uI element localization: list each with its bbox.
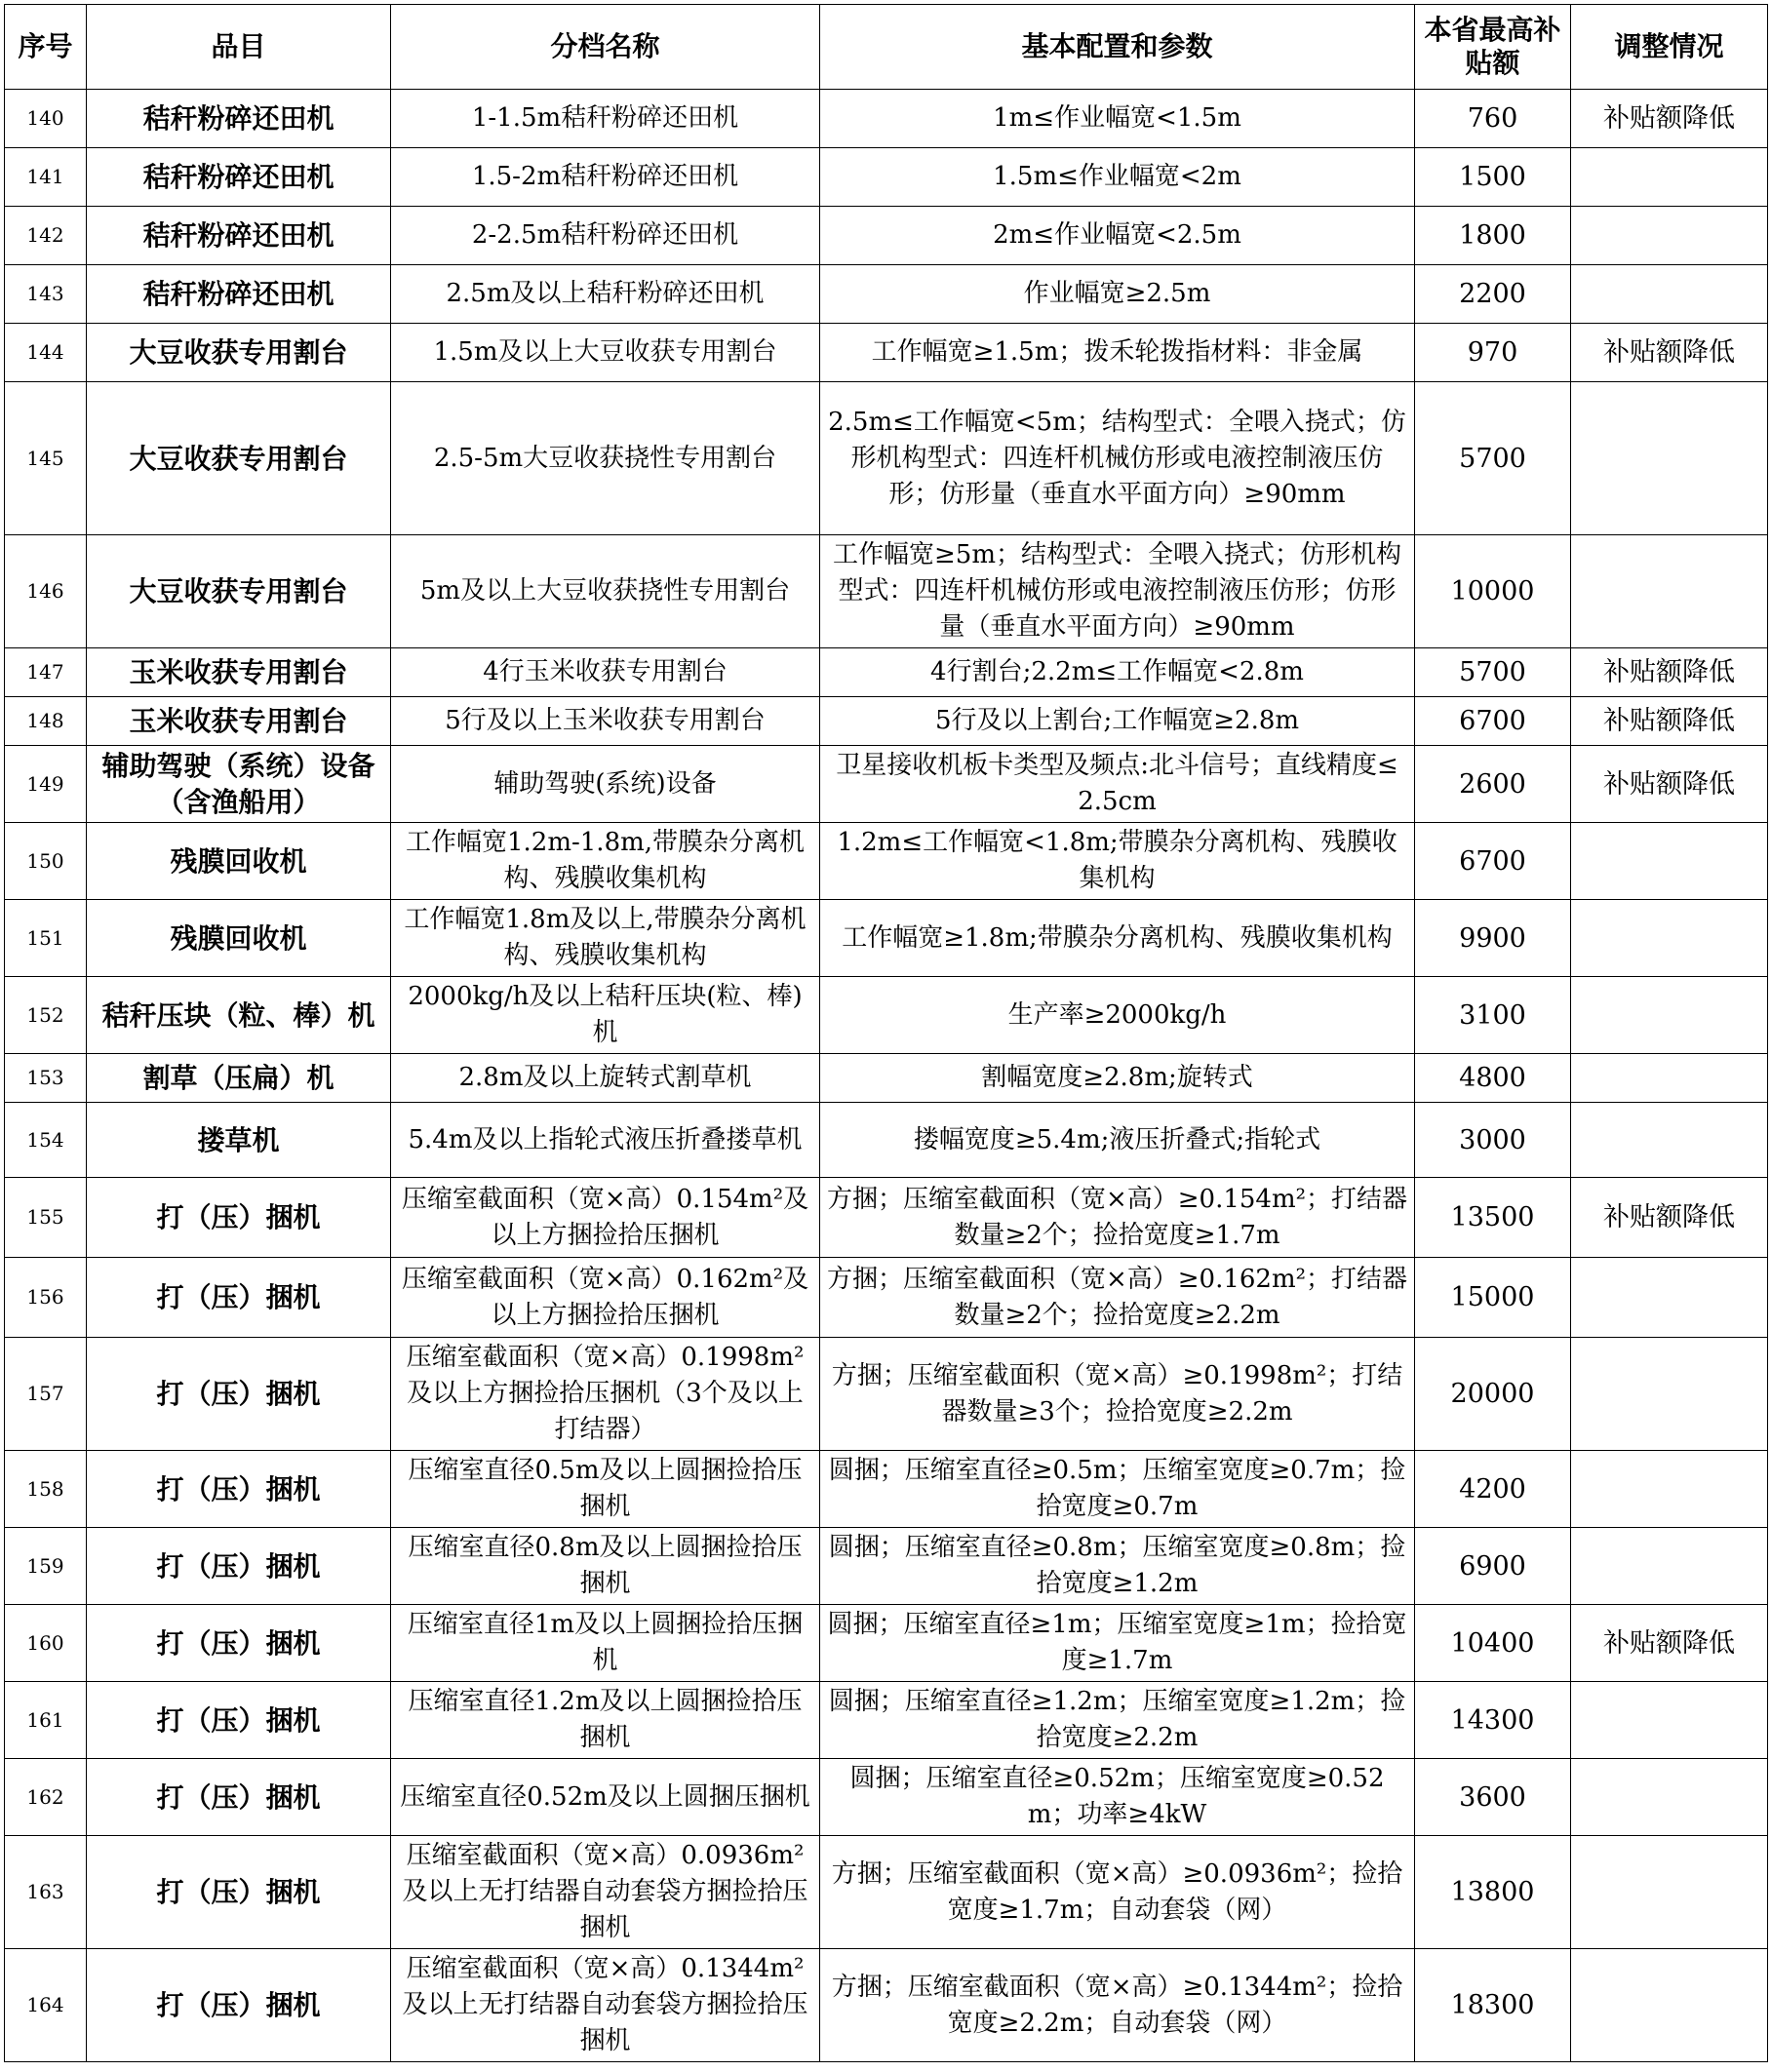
cell-subsidy: 9900 bbox=[1415, 900, 1571, 977]
cell-tier: 4行玉米收获专用割台 bbox=[391, 648, 820, 697]
table-row bbox=[5, 648, 1768, 697]
cell-item: 打（压）捆机 bbox=[87, 1451, 391, 1528]
cell-tier: 压缩室截面积（宽×高）0.1344m²及以上无打结器自动套袋方捆捡拾压捆机 bbox=[391, 1949, 820, 2062]
cell-note: 补贴额降低 bbox=[1571, 1605, 1768, 1682]
header-note: 调整情况 bbox=[1571, 5, 1768, 90]
cell-note: 补贴额降低 bbox=[1571, 697, 1768, 746]
cell-seq: 161 bbox=[5, 1682, 87, 1759]
cell-subsidy: 18300 bbox=[1415, 1949, 1571, 2062]
cell-item: 打（压）捆机 bbox=[87, 1338, 391, 1451]
cell-config: 1m≤作业幅宽<1.5m bbox=[820, 90, 1415, 148]
cell-tier: 5行及以上玉米收获专用割台 bbox=[391, 697, 820, 746]
table-row bbox=[5, 1682, 1768, 1759]
cell-note bbox=[1571, 148, 1768, 207]
cell-note bbox=[1571, 977, 1768, 1054]
cell-subsidy: 3100 bbox=[1415, 977, 1571, 1054]
cell-subsidy: 6700 bbox=[1415, 823, 1571, 900]
cell-subsidy: 4800 bbox=[1415, 1054, 1571, 1103]
cell-note bbox=[1571, 1451, 1768, 1528]
cell-note bbox=[1571, 265, 1768, 324]
header-tier: 分档名称 bbox=[391, 5, 820, 90]
table-row bbox=[5, 697, 1768, 746]
cell-subsidy: 13500 bbox=[1415, 1178, 1571, 1258]
cell-tier: 1-1.5m秸秆粉碎还田机 bbox=[391, 90, 820, 148]
cell-seq: 152 bbox=[5, 977, 87, 1054]
header-subsidy: 本省最高补贴额 bbox=[1415, 5, 1571, 90]
cell-item: 秸秆粉碎还田机 bbox=[87, 90, 391, 148]
cell-note bbox=[1571, 1338, 1768, 1451]
cell-item: 打（压）捆机 bbox=[87, 1682, 391, 1759]
table-row bbox=[5, 148, 1768, 207]
cell-seq: 142 bbox=[5, 207, 87, 265]
table-row bbox=[5, 1451, 1768, 1528]
table-row bbox=[5, 1759, 1768, 1836]
cell-item: 秸秆粉碎还田机 bbox=[87, 148, 391, 207]
cell-seq: 160 bbox=[5, 1605, 87, 1682]
cell-seq: 156 bbox=[5, 1258, 87, 1338]
cell-seq: 162 bbox=[5, 1759, 87, 1836]
cell-config: 圆捆；压缩室直径≥0.8m；压缩室宽度≥0.8m；捡拾宽度≥1.2m bbox=[820, 1528, 1415, 1605]
cell-item: 割草（压扁）机 bbox=[87, 1054, 391, 1103]
cell-note bbox=[1571, 1054, 1768, 1103]
table-row bbox=[5, 1103, 1768, 1178]
cell-note: 补贴额降低 bbox=[1571, 90, 1768, 148]
cell-seq: 158 bbox=[5, 1451, 87, 1528]
cell-subsidy: 760 bbox=[1415, 90, 1571, 148]
cell-item: 辅助驾驶（系统）设备（含渔船用） bbox=[87, 746, 391, 823]
table-row bbox=[5, 1054, 1768, 1103]
cell-subsidy: 970 bbox=[1415, 324, 1571, 382]
cell-note bbox=[1571, 1836, 1768, 1949]
cell-tier: 2.8m及以上旋转式割草机 bbox=[391, 1054, 820, 1103]
cell-item: 秸秆粉碎还田机 bbox=[87, 265, 391, 324]
cell-subsidy: 13800 bbox=[1415, 1836, 1571, 1949]
cell-tier: 1.5-2m秸秆粉碎还田机 bbox=[391, 148, 820, 207]
cell-seq: 150 bbox=[5, 823, 87, 900]
cell-tier: 压缩室截面积（宽×高）0.0936m²及以上无打结器自动套袋方捆捡拾压捆机 bbox=[391, 1836, 820, 1949]
cell-subsidy: 1500 bbox=[1415, 148, 1571, 207]
cell-item: 残膜回收机 bbox=[87, 823, 391, 900]
cell-subsidy: 10400 bbox=[1415, 1605, 1571, 1682]
cell-item: 打（压）捆机 bbox=[87, 1178, 391, 1258]
cell-config: 卫星接收机板卡类型及频点:北斗信号；直线精度≤2.5cm bbox=[820, 746, 1415, 823]
cell-seq: 159 bbox=[5, 1528, 87, 1605]
cell-config: 搂幅宽度≥5.4m;液压折叠式;指轮式 bbox=[820, 1103, 1415, 1178]
cell-config: 方捆；压缩室截面积（宽×高）≥0.0936m²；捡拾宽度≥1.7m；自动套袋（网） bbox=[820, 1836, 1415, 1949]
table-row bbox=[5, 1605, 1768, 1682]
table-row bbox=[5, 900, 1768, 977]
cell-config: 圆捆；压缩室直径≥1m；压缩室宽度≥1m；捡拾宽度≥1.7m bbox=[820, 1605, 1415, 1682]
cell-config: 4行割台;2.2m≤工作幅宽<2.8m bbox=[820, 648, 1415, 697]
cell-note bbox=[1571, 1258, 1768, 1338]
cell-config: 5行及以上割台;工作幅宽≥2.8m bbox=[820, 697, 1415, 746]
subsidy-table bbox=[4, 4, 1768, 2062]
cell-config: 工作幅宽≥1.5m；拨禾轮拨指材料：非金属 bbox=[820, 324, 1415, 382]
cell-seq: 151 bbox=[5, 900, 87, 977]
cell-tier: 辅助驾驶(系统)设备 bbox=[391, 746, 820, 823]
cell-item: 打（压）捆机 bbox=[87, 1836, 391, 1949]
cell-config: 作业幅宽≥2.5m bbox=[820, 265, 1415, 324]
cell-tier: 压缩室直径0.52m及以上圆捆压捆机 bbox=[391, 1759, 820, 1836]
cell-item: 玉米收获专用割台 bbox=[87, 697, 391, 746]
table-row bbox=[5, 265, 1768, 324]
table-row bbox=[5, 535, 1768, 648]
cell-tier: 压缩室直径0.8m及以上圆捆捡拾压捆机 bbox=[391, 1528, 820, 1605]
cell-config: 1.5m≤作业幅宽<2m bbox=[820, 148, 1415, 207]
header-seq: 序号 bbox=[5, 5, 87, 90]
cell-tier: 压缩室直径1.2m及以上圆捆捡拾压捆机 bbox=[391, 1682, 820, 1759]
cell-note: 补贴额降低 bbox=[1571, 324, 1768, 382]
cell-tier: 工作幅宽1.2m-1.8m,带膜杂分离机构、残膜收集机构 bbox=[391, 823, 820, 900]
cell-tier: 2.5m及以上秸秆粉碎还田机 bbox=[391, 265, 820, 324]
cell-item: 秸秆压块（粒、棒）机 bbox=[87, 977, 391, 1054]
cell-seq: 143 bbox=[5, 265, 87, 324]
cell-seq: 141 bbox=[5, 148, 87, 207]
cell-config: 2.5m≤工作幅宽<5m；结构型式：全喂入挠式；仿形机构型式：四连杆机械仿形或电液控制液压仿形；仿形量（垂直水平面方向）≥90mm bbox=[820, 382, 1415, 535]
table-row bbox=[5, 823, 1768, 900]
table-row bbox=[5, 382, 1768, 535]
cell-config: 方捆；压缩室截面积（宽×高）≥0.1998m²；打结器数量≥3个；捡拾宽度≥2.2m bbox=[820, 1338, 1415, 1451]
cell-seq: 144 bbox=[5, 324, 87, 382]
cell-seq: 164 bbox=[5, 1949, 87, 2062]
table-row bbox=[5, 977, 1768, 1054]
cell-subsidy: 14300 bbox=[1415, 1682, 1571, 1759]
cell-config: 2m≤作业幅宽<2.5m bbox=[820, 207, 1415, 265]
cell-item: 大豆收获专用割台 bbox=[87, 382, 391, 535]
cell-note bbox=[1571, 382, 1768, 535]
cell-config: 圆捆；压缩室直径≥0.52m；压缩室宽度≥0.52m；功率≥4kW bbox=[820, 1759, 1415, 1836]
cell-config: 1.2m≤工作幅宽<1.8m;带膜杂分离机构、残膜收集机构 bbox=[820, 823, 1415, 900]
table-row bbox=[5, 90, 1768, 148]
cell-subsidy: 2200 bbox=[1415, 265, 1571, 324]
cell-config: 割幅宽度≥2.8m;旋转式 bbox=[820, 1054, 1415, 1103]
cell-subsidy: 3600 bbox=[1415, 1759, 1571, 1836]
table-row bbox=[5, 1949, 1768, 2062]
cell-tier: 2000kg/h及以上秸秆压块(粒、棒)机 bbox=[391, 977, 820, 1054]
header-item: 品目 bbox=[87, 5, 391, 90]
cell-tier: 5.4m及以上指轮式液压折叠搂草机 bbox=[391, 1103, 820, 1178]
cell-subsidy: 15000 bbox=[1415, 1258, 1571, 1338]
cell-note bbox=[1571, 1528, 1768, 1605]
cell-subsidy: 4200 bbox=[1415, 1451, 1571, 1528]
cell-seq: 153 bbox=[5, 1054, 87, 1103]
cell-tier: 5m及以上大豆收获挠性专用割台 bbox=[391, 535, 820, 648]
cell-note bbox=[1571, 1682, 1768, 1759]
cell-item: 大豆收获专用割台 bbox=[87, 324, 391, 382]
cell-item: 打（压）捆机 bbox=[87, 1759, 391, 1836]
cell-tier: 2.5-5m大豆收获挠性专用割台 bbox=[391, 382, 820, 535]
cell-item: 打（压）捆机 bbox=[87, 1258, 391, 1338]
table-row bbox=[5, 746, 1768, 823]
cell-tier: 压缩室截面积（宽×高）0.1998m²及以上方捆捡拾压捆机（3个及以上打结器） bbox=[391, 1338, 820, 1451]
cell-subsidy: 3000 bbox=[1415, 1103, 1571, 1178]
cell-config: 方捆；压缩室截面积（宽×高）≥0.154m²；打结器数量≥2个；捡拾宽度≥1.7m bbox=[820, 1178, 1415, 1258]
cell-subsidy: 6900 bbox=[1415, 1528, 1571, 1605]
cell-note bbox=[1571, 823, 1768, 900]
cell-item: 大豆收获专用割台 bbox=[87, 535, 391, 648]
cell-seq: 148 bbox=[5, 697, 87, 746]
cell-tier: 2-2.5m秸秆粉碎还田机 bbox=[391, 207, 820, 265]
cell-tier: 压缩室直径1m及以上圆捆捡拾压捆机 bbox=[391, 1605, 820, 1682]
cell-item: 打（压）捆机 bbox=[87, 1605, 391, 1682]
cell-tier: 工作幅宽1.8m及以上,带膜杂分离机构、残膜收集机构 bbox=[391, 900, 820, 977]
table-row bbox=[5, 1836, 1768, 1949]
cell-config: 圆捆；压缩室直径≥0.5m；压缩室宽度≥0.7m；捡拾宽度≥0.7m bbox=[820, 1451, 1415, 1528]
cell-note bbox=[1571, 1759, 1768, 1836]
cell-note: 补贴额降低 bbox=[1571, 1178, 1768, 1258]
cell-note: 补贴额降低 bbox=[1571, 648, 1768, 697]
cell-subsidy: 5700 bbox=[1415, 382, 1571, 535]
cell-tier: 压缩室截面积（宽×高）0.154m²及以上方捆捡拾压捆机 bbox=[391, 1178, 820, 1258]
cell-seq: 145 bbox=[5, 382, 87, 535]
cell-seq: 163 bbox=[5, 1836, 87, 1949]
cell-config: 方捆；压缩室截面积（宽×高）≥0.162m²；打结器数量≥2个；捡拾宽度≥2.2m bbox=[820, 1258, 1415, 1338]
cell-config: 圆捆；压缩室直径≥1.2m；压缩室宽度≥1.2m；捡拾宽度≥2.2m bbox=[820, 1682, 1415, 1759]
cell-seq: 157 bbox=[5, 1338, 87, 1451]
cell-note bbox=[1571, 535, 1768, 648]
cell-tier: 1.5m及以上大豆收获专用割台 bbox=[391, 324, 820, 382]
header-row bbox=[5, 5, 1768, 90]
cell-note bbox=[1571, 1949, 1768, 2062]
cell-item: 玉米收获专用割台 bbox=[87, 648, 391, 697]
cell-subsidy: 1800 bbox=[1415, 207, 1571, 265]
cell-note bbox=[1571, 900, 1768, 977]
cell-tier: 压缩室直径0.5m及以上圆捆捡拾压捆机 bbox=[391, 1451, 820, 1528]
table-row bbox=[5, 1258, 1768, 1338]
cell-item: 残膜回收机 bbox=[87, 900, 391, 977]
cell-seq: 146 bbox=[5, 535, 87, 648]
header-config: 基本配置和参数 bbox=[820, 5, 1415, 90]
table-row bbox=[5, 1178, 1768, 1258]
cell-subsidy: 20000 bbox=[1415, 1338, 1571, 1451]
table-row bbox=[5, 324, 1768, 382]
cell-subsidy: 5700 bbox=[1415, 648, 1571, 697]
cell-subsidy: 10000 bbox=[1415, 535, 1571, 648]
cell-seq: 140 bbox=[5, 90, 87, 148]
cell-note bbox=[1571, 207, 1768, 265]
cell-item: 秸秆粉碎还田机 bbox=[87, 207, 391, 265]
table-row bbox=[5, 1338, 1768, 1451]
cell-subsidy: 2600 bbox=[1415, 746, 1571, 823]
cell-config: 工作幅宽≥1.8m;带膜杂分离机构、残膜收集机构 bbox=[820, 900, 1415, 977]
cell-config: 生产率≥2000kg/h bbox=[820, 977, 1415, 1054]
cell-seq: 154 bbox=[5, 1103, 87, 1178]
cell-note bbox=[1571, 1103, 1768, 1178]
cell-item: 打（压）捆机 bbox=[87, 1949, 391, 2062]
cell-subsidy: 6700 bbox=[1415, 697, 1571, 746]
cell-config: 工作幅宽≥5m；结构型式：全喂入挠式；仿形机构型式：四连杆机械仿形或电液控制液压仿形；仿形量（垂直水平面方向）≥90mm bbox=[820, 535, 1415, 648]
cell-item: 搂草机 bbox=[87, 1103, 391, 1178]
cell-seq: 147 bbox=[5, 648, 87, 697]
cell-seq: 155 bbox=[5, 1178, 87, 1258]
table-row bbox=[5, 207, 1768, 265]
cell-seq: 149 bbox=[5, 746, 87, 823]
cell-tier: 压缩室截面积（宽×高）0.162m²及以上方捆捡拾压捆机 bbox=[391, 1258, 820, 1338]
table-row bbox=[5, 1528, 1768, 1605]
cell-config: 方捆；压缩室截面积（宽×高）≥0.1344m²；捡拾宽度≥2.2m；自动套袋（网） bbox=[820, 1949, 1415, 2062]
cell-item: 打（压）捆机 bbox=[87, 1528, 391, 1605]
cell-note: 补贴额降低 bbox=[1571, 746, 1768, 823]
